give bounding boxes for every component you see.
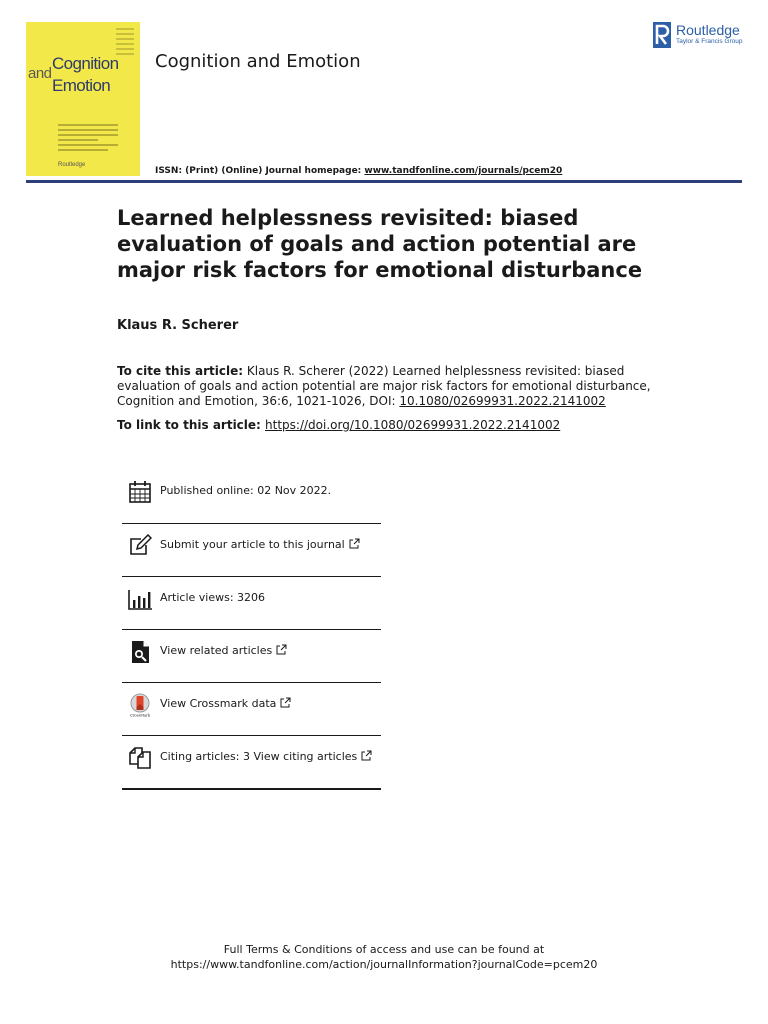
external-link-icon bbox=[276, 644, 287, 655]
related-row[interactable] bbox=[122, 630, 381, 683]
cover-publisher: Routledge bbox=[58, 162, 86, 168]
crossmark-label: View Crossmark data bbox=[160, 697, 277, 710]
calendar-icon bbox=[128, 480, 152, 504]
article-author: Klaus R. Scherer bbox=[117, 318, 239, 333]
terms-line-1: Full Terms & Conditions of access and use can be found at bbox=[223, 943, 545, 956]
terms-footer bbox=[0, 942, 768, 972]
article-title: Learned helplessness revisited: biased evaluation of goals and action potential are major risk factors for emotional disturbance bbox=[117, 206, 643, 282]
related-label: View related articles bbox=[160, 644, 273, 657]
publisher-subtitle: Taylor & Francis Group bbox=[676, 38, 743, 45]
publisher-name: Routledge bbox=[676, 22, 740, 38]
journal-title: Cognition and Emotion bbox=[155, 51, 361, 72]
article-doi-link[interactable]: https://doi.org/10.1080/02699931.2022.2141002 bbox=[265, 418, 561, 432]
header-rule bbox=[26, 180, 742, 183]
link-block bbox=[117, 418, 560, 432]
external-link-icon bbox=[361, 750, 372, 761]
journal-cover-image bbox=[26, 22, 140, 176]
journal-homepage-link[interactable]: www.tandfonline.com/journals/pcem20 bbox=[364, 166, 563, 176]
bar-chart-icon bbox=[128, 587, 152, 611]
related-articles-link[interactable] bbox=[160, 644, 287, 657]
article-info-list bbox=[122, 470, 381, 790]
article-views: Article views: 3206 bbox=[160, 591, 266, 604]
routledge-logo-icon bbox=[653, 22, 671, 48]
issn-prefix: ISSN: (Print) (Online) Journal homepage: bbox=[155, 166, 365, 176]
cite-doi-link[interactable]: 10.1080/02699931.2022.2141002 bbox=[399, 394, 606, 408]
citing-row[interactable] bbox=[122, 736, 381, 790]
issn-line bbox=[155, 166, 562, 176]
cover-text-lines bbox=[58, 124, 118, 154]
submit-row[interactable] bbox=[122, 524, 381, 577]
published-row bbox=[122, 470, 381, 524]
views-row bbox=[122, 577, 381, 630]
crossmark-icon bbox=[128, 693, 152, 717]
edit-icon bbox=[128, 534, 152, 558]
citing-documents-icon bbox=[128, 746, 152, 770]
citation-block bbox=[117, 364, 657, 409]
cover-cognition: Cognition bbox=[52, 54, 119, 73]
external-link-icon bbox=[349, 538, 360, 549]
submit-article-link[interactable] bbox=[160, 538, 360, 551]
cover-and: and bbox=[28, 65, 52, 82]
external-link-icon bbox=[280, 697, 291, 708]
published-date: Published online: 02 Nov 2022. bbox=[160, 484, 332, 497]
link-label: To link to this article: bbox=[117, 418, 266, 432]
submit-label: Submit your article to this journal bbox=[160, 538, 345, 551]
document-search-icon bbox=[128, 640, 152, 664]
citing-articles-link[interactable] bbox=[160, 750, 372, 763]
terms-line-2[interactable]: https://www.tandfonline.com/action/journalInformation?journalCode=pcem20 bbox=[170, 958, 598, 971]
cite-label: To cite this article: bbox=[117, 364, 244, 378]
crossmark-link[interactable] bbox=[160, 697, 291, 710]
crossmark-badge: CrossMark bbox=[129, 713, 151, 717]
cite-text: Klaus R. Scherer (2022) Learned helplessness revisited: biased evaluation of goals and action potential are major risk factors for emotional disturbance, Cognition and Emotion, 36:6, 1021-1026, DOI: bbox=[117, 364, 651, 408]
cover-emotion: Emotion bbox=[52, 76, 111, 95]
crossmark-row[interactable] bbox=[122, 683, 381, 736]
cover-spine-lines bbox=[116, 28, 134, 58]
citing-label: Citing articles: 3 View citing articles bbox=[160, 750, 358, 763]
